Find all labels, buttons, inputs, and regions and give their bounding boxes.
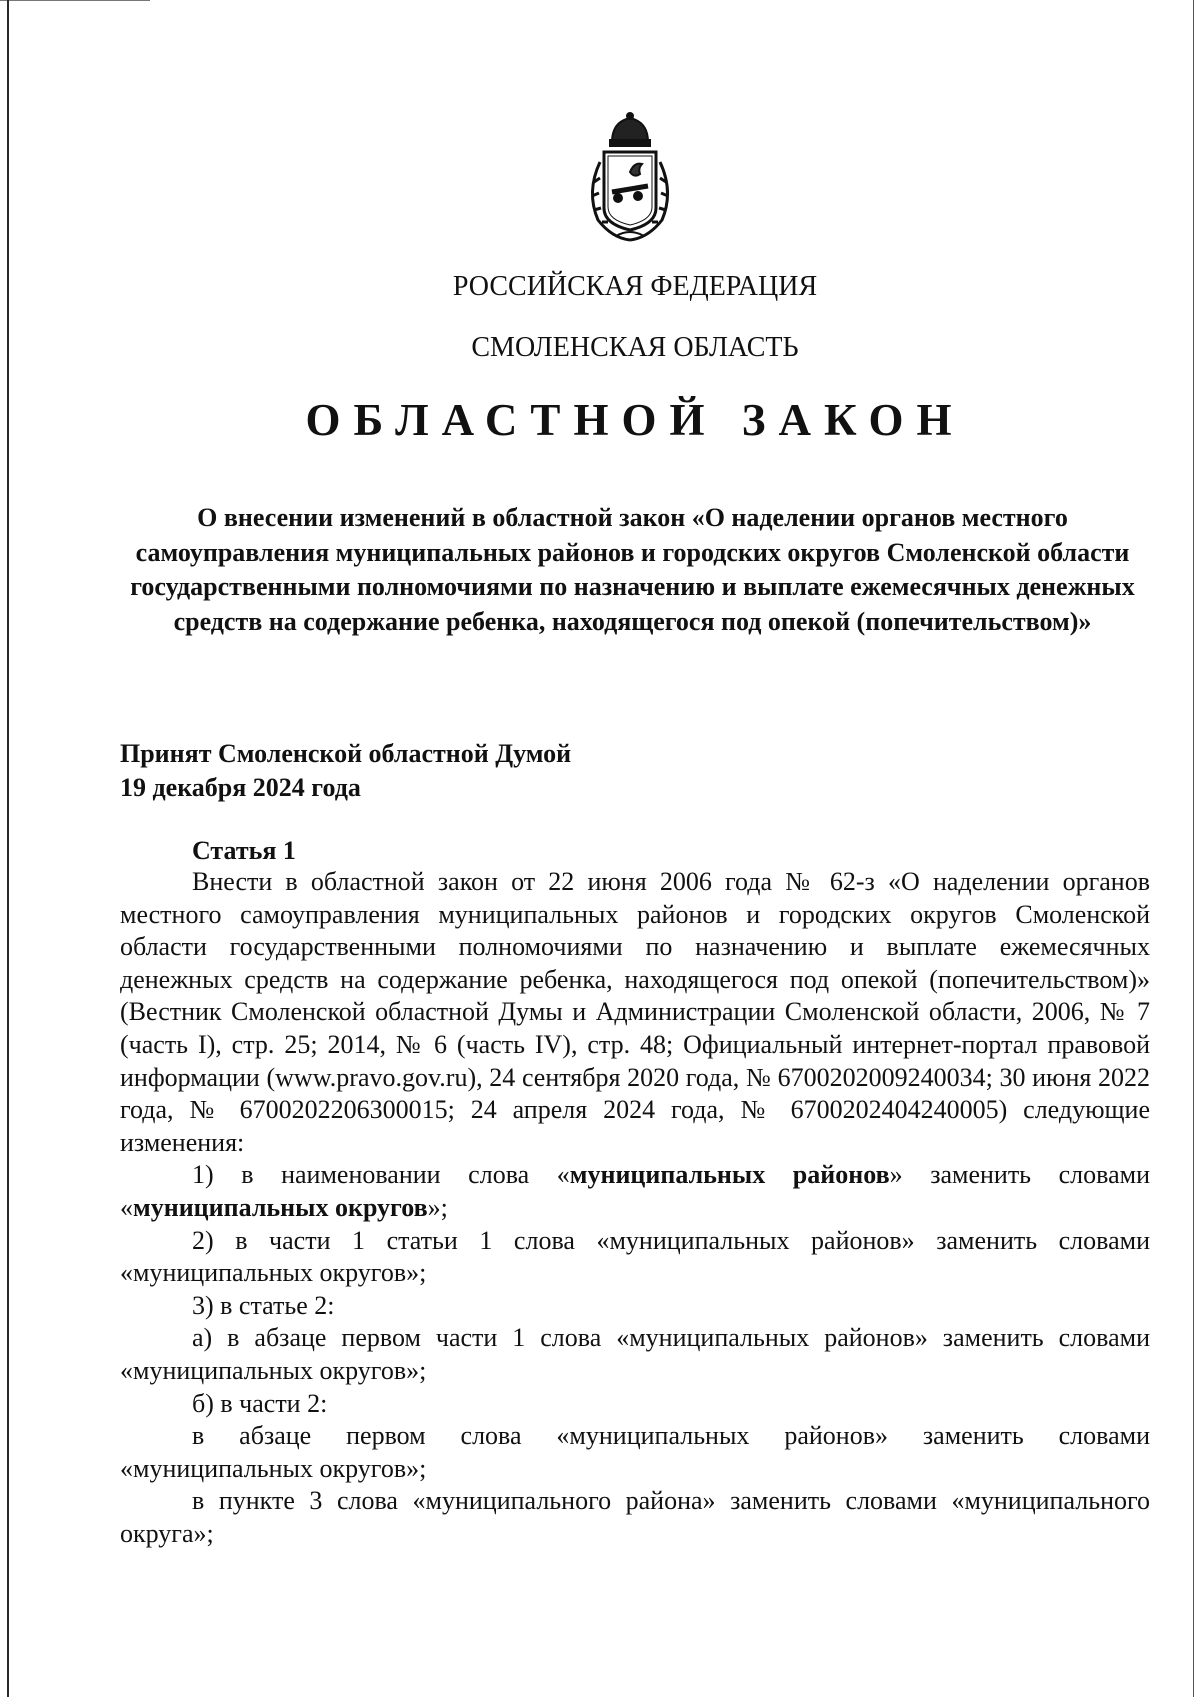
scan-edge-right [1193, 0, 1194, 1697]
adoption-body: Принят Смоленской областной Думой [120, 739, 572, 768]
item-1-bold-new: муниципальных округов [133, 1192, 428, 1222]
article-intro: Внести в областной закон от 22 июня 2006 года № 62-з «О наделении органов местного самоуправления муниципальных районов и городских округов Смоленской области государственными полномочиями по назначению и выплате ежемесячных денежных средств на содержание ребенка, находящегося под опекой (попечительством)» (Вестник Смоленской областной Думы и Администрации Смоленской области, 2006, № 7 (часть I), стр. 25; 2014, № 6 (часть IV), стр. 48; Официальный интернет-портал правовой информации (www.pravo.gov.ru), 24 сентября 2020 года, № 6700202009240034; 30 июня 2022 года, № 6700202206300015; 24 апреля 2024 года, № 6700202404240005) следующие изменения: [120, 867, 1150, 1157]
amendment-item-2: 2) в части 1 статьи 1 слова «муниципальных районов» заменить словами «муниципальных округов»; [120, 1225, 1150, 1288]
adoption-date: 19 декабря 2024 года [120, 773, 361, 802]
scan-edge-top [0, 0, 150, 1]
region-heading: СМОЛЕНСКАЯ ОБЛАСТЬ [471, 332, 799, 363]
amendment-item-1 [120, 1159, 1150, 1224]
amendment-item-3b: б) в части 2: [192, 1388, 328, 1418]
federation-heading: РОССИЙСКАЯ ФЕДЕРАЦИЯ [452, 271, 818, 302]
law-type-title: ОБЛАСТНОЙ ЗАКОН [305, 395, 965, 445]
smolensk-coat-of-arms-icon [568, 112, 692, 246]
article-body [120, 866, 1150, 1550]
law-subject-title: О внесении изменений в областной закон «О наделении органов местного самоуправления муниципальных районов и городских округов Смоленской области государственными полномочиями по назначению и выплате ежемесячных денежных средств на содержание ребенка, находящегося под опекой (попечительством)» [130, 503, 1135, 636]
item-1-text-pre: 1) в наименовании слова « [192, 1160, 570, 1190]
amendment-item-3a: а) в абзаце первом части 1 слова «муниципальных районов» заменить словами «муниципальных округов»; [120, 1323, 1150, 1385]
scan-edge-left [7, 0, 9, 1697]
amendment-item-3b-1: в абзаце первом слова «муниципальных районов» заменить словами «муниципальных округов»; [120, 1421, 1150, 1483]
amendment-item-3b-2: в пункте 3 слова «муниципального района» заменить словами «муниципального округа»; [120, 1486, 1150, 1548]
article-heading: Статья 1 [192, 836, 296, 865]
item-1-text-post: »; [427, 1192, 448, 1222]
adoption-info [120, 737, 571, 805]
item-1-bold-old: муниципальных районов [569, 1160, 890, 1190]
item-1-text-mid: » заменить словами « [120, 1160, 1150, 1222]
amendment-item-3: 3) в статье 2: [192, 1290, 335, 1320]
